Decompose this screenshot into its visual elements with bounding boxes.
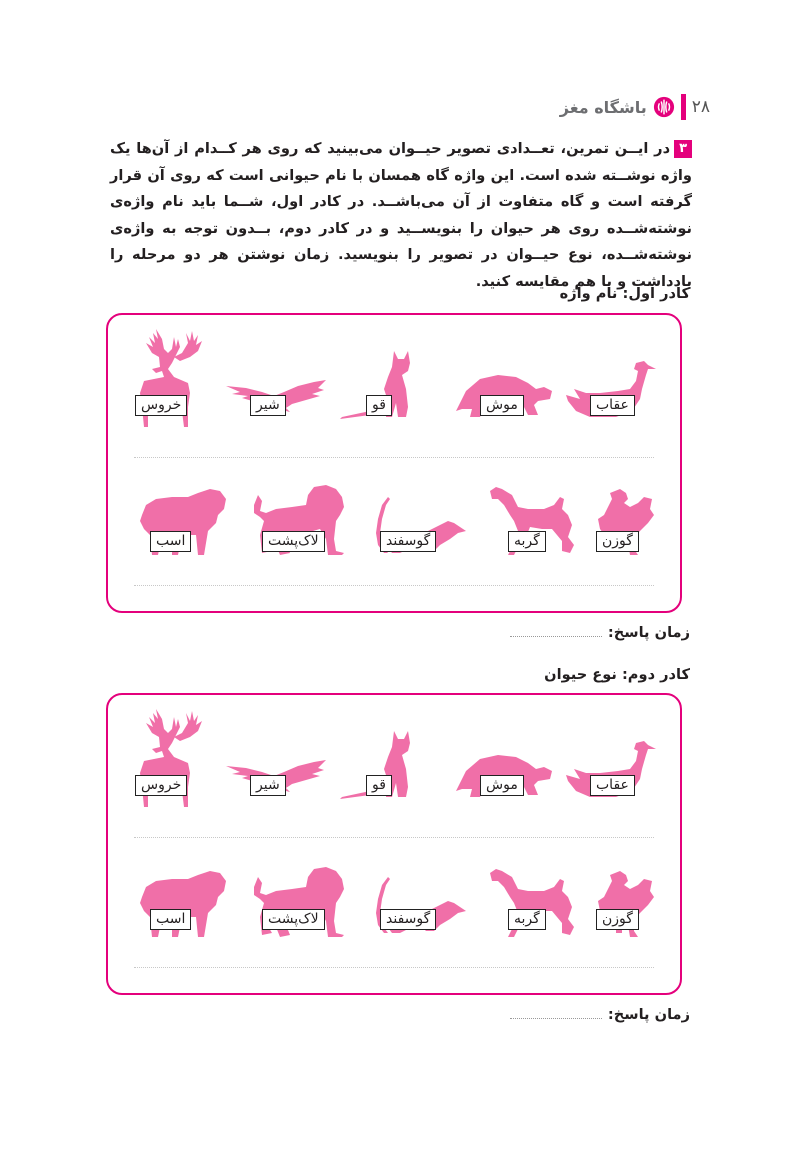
word-label: گوسفند	[380, 909, 436, 930]
exercise-text: در ایــن تمرین، تعــدادی تصویر حیــوان می‌بینید که روی هر کــدام از آن‌ها یک واژه نوشــته شده است. این واژه گاه همسان با نام حیوانی است که روی آن قرار گرفته است و گاه متفاوت از آن می‌باشــد. در کادر اول، شــما باید نام واژه‌ی نوشته‌شــده روی هر حیوان را بنویســید و در کادر دوم، بــدون توجه به واژه‌ی نوشته‌شــده، نوع حیــوان در تصویر را بنویسید. زمان نوشتن هر دو مرحله را یادداشت و با هم مقایسه کنید.	[110, 140, 692, 290]
word-label: گوسفند	[380, 531, 436, 552]
frame1-title: کادر اول: نام واژه	[559, 285, 690, 302]
word-label: خروس	[135, 775, 187, 796]
word-label: شیر	[250, 395, 286, 416]
word-label: لاک‌پشت	[262, 909, 325, 930]
frame2-title: کادر دوم: نوع حیوان	[544, 666, 690, 683]
word-label: گربه	[508, 531, 546, 552]
word-label: قو	[366, 775, 392, 796]
answer-line[interactable]	[134, 585, 654, 586]
frame1-box	[106, 313, 682, 613]
response-time-label: زمان پاسخ:	[607, 624, 690, 641]
word-label: عقاب	[590, 395, 635, 416]
brain-icon	[653, 96, 675, 118]
word-label: عقاب	[590, 775, 635, 796]
word-label: لاک‌پشت	[262, 531, 325, 552]
book-title: باشگاه مغز	[559, 97, 647, 117]
answer-line[interactable]	[134, 967, 654, 968]
word-label: اسب	[150, 909, 191, 930]
exercise-instructions	[110, 136, 692, 295]
frame2-box	[106, 693, 682, 995]
header-divider	[681, 94, 686, 120]
answer-line[interactable]	[134, 457, 654, 458]
page-header	[560, 92, 710, 122]
word-label: اسب	[150, 531, 191, 552]
response-time-label: زمان پاسخ:	[607, 1006, 690, 1023]
answer-line[interactable]	[134, 837, 654, 838]
word-label: گربه	[508, 909, 546, 930]
word-label: گوزن	[596, 531, 639, 552]
word-label: شیر	[250, 775, 286, 796]
word-label: گوزن	[596, 909, 639, 930]
word-label: موش	[480, 395, 524, 416]
word-label: خروس	[135, 395, 187, 416]
frame2-response-time	[510, 1006, 690, 1023]
exercise-number-badge: ۳	[674, 140, 692, 158]
frame1-response-time	[510, 624, 690, 641]
response-time-field[interactable]	[510, 1017, 602, 1019]
response-time-field[interactable]	[510, 635, 602, 637]
word-label: قو	[366, 395, 392, 416]
word-label: موش	[480, 775, 524, 796]
page-number: ۲۸	[691, 97, 710, 117]
